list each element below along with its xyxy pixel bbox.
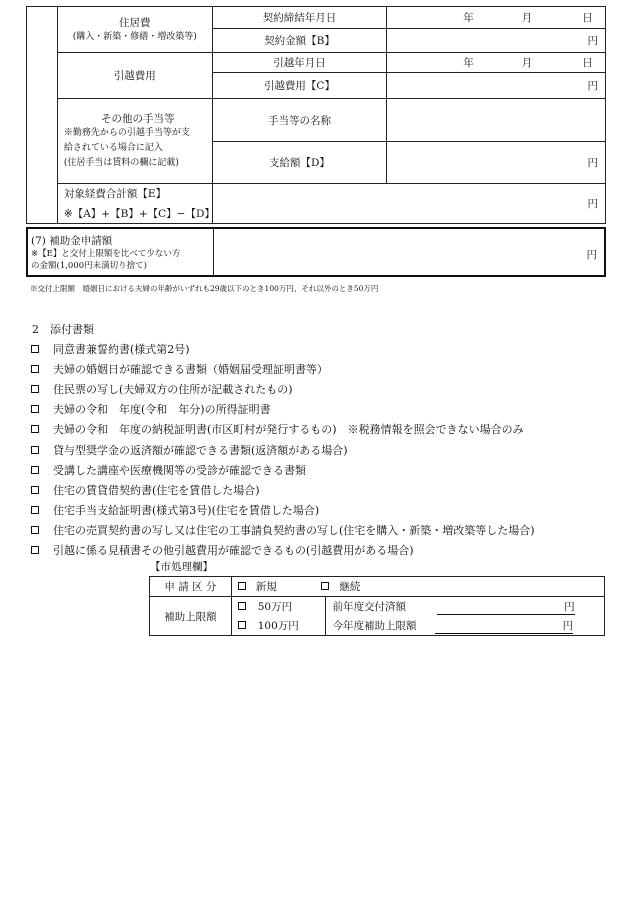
prev-amount-row: 前年度交付済額 円: [326, 597, 605, 617]
checkbox[interactable]: [31, 506, 39, 514]
this-limit-field[interactable]: 円: [435, 618, 573, 634]
subsidy-title: (7) 補助金申請額: [31, 235, 113, 247]
moving-cost-field[interactable]: 円: [387, 73, 606, 99]
moving-date-field[interactable]: 年 月 日: [387, 53, 606, 73]
other-note2: 給されている場合に記入: [63, 143, 163, 153]
contract-date-field[interactable]: 年 月 日: [387, 7, 606, 29]
allowance-name-field[interactable]: [387, 99, 606, 142]
moving-date-label: 引越年月日: [212, 53, 387, 73]
other-title: その他の手当等: [101, 113, 175, 125]
payment-label: 支給額【D】: [212, 142, 387, 184]
subsidy-amount-field[interactable]: 円: [586, 249, 597, 261]
total-formula: ※【A】+【B】+【C】−【D】: [63, 208, 215, 220]
subsidy-note1: ※【E】と交付上限額を比べて少ない方: [31, 249, 181, 259]
allowance-name-label: 手当等の名称: [212, 99, 387, 142]
other-note1: ※勤務先からの引越手当等が支: [63, 128, 190, 138]
limit-footnote: ※交付上限額 婚姻日における夫婦の年齢がいずれも29歳以下のとき100万円、それ以外のとき50万円: [30, 284, 379, 293]
category-label: 申 請 区 分: [150, 577, 232, 597]
checkbox[interactable]: [31, 486, 39, 494]
option-100: 100万円: [231, 616, 326, 636]
attachment-item: 住宅手当支給証明書(様式第3号)(住宅を賃借した場合): [31, 500, 535, 520]
attachment-item: 貸与型奨学金の返済額が確認できる書類(返済額がある場合): [31, 439, 535, 459]
limit-label: 補助上限額: [150, 597, 232, 636]
subsidy-request-box: [26, 227, 606, 277]
checkbox[interactable]: [31, 385, 39, 393]
checkbox-50[interactable]: [238, 602, 246, 610]
checkbox-new[interactable]: [238, 582, 246, 590]
total-field[interactable]: 円: [212, 184, 605, 224]
checkbox-continue[interactable]: [321, 582, 329, 590]
attachments-heading: 2 添付書類: [32, 323, 94, 336]
prev-amount-field[interactable]: 円: [437, 599, 575, 615]
checkbox[interactable]: [31, 345, 39, 353]
moving-cost-label: 引越費用【C】: [212, 73, 387, 99]
contract-amount-field[interactable]: 円: [387, 29, 606, 53]
attachment-item: 住民票の写し(夫婦双方の住所が記載されたもの): [31, 379, 535, 399]
checkbox[interactable]: [31, 425, 39, 433]
housing-title: 住居費: [119, 16, 151, 29]
contract-date-label: 契約締結年月日: [212, 7, 387, 29]
checkbox[interactable]: [31, 466, 39, 474]
city-section-label: 【市処理欄】: [150, 561, 213, 573]
total-label-cell: [57, 184, 215, 224]
attachment-item: 住宅の賃貸借契約書(住宅を賃借した場合): [31, 480, 535, 500]
checkbox[interactable]: [31, 546, 39, 554]
attachment-item: 住宅の売買契約書の写し又は住宅の工事請負契約書の写し(住宅を購入・新築・増改築等した場合): [31, 520, 535, 540]
payment-field[interactable]: 円: [387, 142, 606, 184]
option-50: 50万円: [231, 597, 326, 617]
checkbox[interactable]: [31, 526, 39, 534]
attachment-item: 夫婦の令和 年度(令和 年分)の所得証明書: [31, 399, 535, 419]
subsidy-note2: の金額(1,000円未満切り捨て): [31, 261, 147, 271]
checkbox[interactable]: [31, 405, 39, 413]
left-margin-cell: [27, 7, 58, 224]
moving-title: 引越費用: [57, 53, 212, 99]
housing-sub: (購入・新築・修繕・増改築等): [72, 31, 197, 42]
city-processing-table: [149, 576, 605, 636]
attachment-item: 夫婦の令和 年度の納税証明書(市区町村が発行するもの) ※税務情報を照会できない場合のみ: [31, 419, 535, 439]
category-options: 新規 継続: [231, 577, 604, 597]
housing-title-cell: [57, 7, 212, 53]
attachment-item: 夫婦の婚姻日が確認できる書類（婚姻届受理証明書等）: [31, 359, 535, 379]
checkbox[interactable]: [31, 365, 39, 373]
other-note3: (住居手当は賃料の欄に記載): [63, 158, 179, 168]
subsidy-request-label: [28, 229, 214, 275]
this-limit-row: 今年度補助上限額 円: [326, 616, 605, 636]
attachment-item: 同意書兼誓約書(様式第2号): [31, 339, 535, 359]
attachments-list: [31, 339, 535, 560]
checkbox[interactable]: [31, 446, 39, 454]
attachment-item: 受講した講座や医療機関等の受診が確認できる書類: [31, 460, 535, 480]
expense-table: [26, 6, 606, 224]
checkbox-100[interactable]: [238, 621, 246, 629]
attachment-item: 引越に係る見積書その他引越費用が確認できるもの(引越費用がある場合): [31, 540, 535, 560]
contract-amount-label: 契約金額【B】: [212, 29, 387, 53]
total-title: 対象経費合計額【E】: [63, 188, 167, 200]
other-allowance-cell: [57, 99, 212, 184]
